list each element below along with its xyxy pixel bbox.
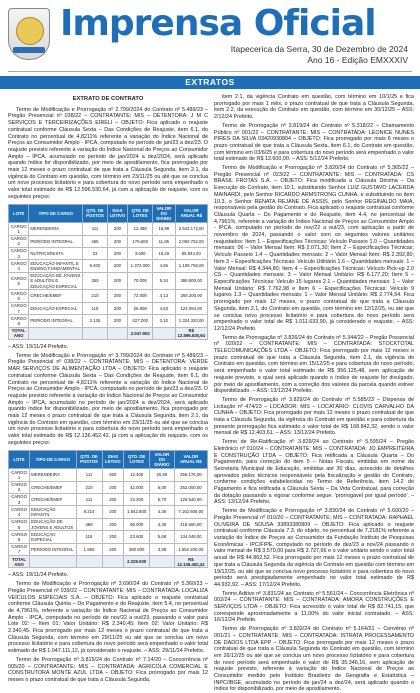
table-cell: 418.560,00 (174, 518, 207, 530)
table-row (9, 518, 208, 530)
table-cell: 386.800,00 (175, 272, 207, 290)
table-cell: 11,95 (153, 235, 176, 247)
extract-paragraph: Termo de Re-Ratificação nº 3.829/24 ao Contrato nº 5.595/24 – Pregão Eletrônico nº 010/24 – CONTRATANTE: MIS – CONTRATADA: JO EMPREITEIRA E CONSTRUÇÃO LTDA – OBJETO: Fica retificada a Cláusula Quarta – Do Pagamento, para correção do item 5 – Notas Fiscais, emitidas em nome da Secretaria Municipal de Educação, emitidas até 30 dias, acrescido de detalhes aprovados pelos técnicos responsáveis pela fiscalização e gestão do Contrato, conforme condições estabelecidas no Termo de Referência, item 14.2 do Pagamento e fica retificada a Cláusula Sexta – Da Vida Contratual, para correção da dotação passando a vigorar conforme segue: 'prorrogável por igual período'. – ASS: 13/12/24 Prefeito. (214, 439, 414, 506)
table-cell: 26.800 (128, 302, 153, 314)
table-cell: 1.552.200,00 (174, 543, 207, 555)
table-cell: 200 (102, 469, 124, 481)
table-row (9, 531, 208, 543)
table-row (9, 315, 208, 327)
section-band (0, 76, 420, 89)
table-cell: 200 (102, 531, 124, 543)
table-header-cell: TIPO DE CARGO (30, 450, 76, 469)
table-cell: CARGO 6 (9, 290, 29, 302)
table-header-cell: QTD. DE POSTOS (83, 204, 107, 223)
table-cell: 210 (83, 290, 107, 302)
extract-paragraph: Termo de Prorrogação nº 3.832/24 do Contrato nº 5.164/21 – Convênio nº 001/21 – CONTRATANTE: MIS – CONTRATADA: ISTRATA PROCESSAMENTO DE DADOS LTDA EPP – OBJETO: Fica prorrogado por mais 12 meses o prazo contratual de que trata a Cláusula Segunda do Contrato em questão, com término em 26/12/25 ou até que se conclua um novo processo licitatório e para cobertura do novo período será empenhado o valor de R$ 35.346,16, sem aplicação de reajuste previsto, referente à variação do Índice Nacional de Preços ao Consumidor medido pelo Instituto Brasileiro de Geografia e Estatística – INPC/IBGE, acumulado no período de jan/24 a dez/24, será aplicado quando o índice for disponibilizado, por meio de apostilamento. (214, 626, 414, 693)
extract-paragraph: Termo de Modificação e Prorrogação nº 3.820/24 do Contrato nº 5.365/22 – Pregão Presencial nº 023/22 – CONTRATANTE: MIS – CONTRATADA: CS BRASIL FROTAS S.A. – OBJETO: Fica modificada a Cláusula Décima – Da Execução do Contrato, item 10.1, substituindo Senhor LUIZ GUSTAVO LACERDA MAINARDI, pelo Senhor RICARDO ARMSTRONG CUNHA, e substituindo no item 10.3, o Senhor RENATA REJANE DE ASSIS, pelo Senhor REGINALDO MAIA, responsáveis pela gestão do Contrato. Fica aplicado o reajuste contratual conforme Cláusula Quarta – Do Pagamento e do Reajuste, item 4.4, no percentual de 4,7961%, referente a variação do Índice Nacional de Preços ao Consumidor Amplo - IPCA, computado no período de nov/22 a out/23, com aplicação a partir de novembro de 2024, passando o valor com os seguintes valores unitários reajustados: Item 1 – Especificações Técnicas: Veículo Passeio 1.0 – Quantidades mensais: 06 – Valor Mensal Item: R$ 2.071,30; Item 2 – Especificações Técnicas: Veículo Passeio 1.4 – Quantidades mensais: 2 – Valor Mensal Item: R$ 2.392,80; Item 3 – Especificações Técnicas: Veículo Utilitário 1.6 – Quantidades mensais: 1 – Valor Mensal: R$ 4.344,80; Item 4 – Especificações Técnicas: Veículo Pick-up 2.0 CS – Quantidades mensais: 3 – Valor Mensal Unitário: R$ 6.177,20; Item 5 – Especificações Técnicas: Veículo 15 lugares 2.1 – Quantidades mensais: 1 – Valor Mensal Unitário: R$ 7.762,98 e Item 6 – Especificações Técnicas: Veículo 9 lugares 1.3 – Quantidades mensais: 1 – Valor Mensal Unitário: R$ 2.774,54. Fica prorrogado por mais 12 meses, o prazo contratual de que trata a Cláusula Segunda, item 2.1, do Contrato em questão, com término em 12/12/25, ou até que se conclua novo processo licitatório e para cobertura do novo período será empenhado o valor total de R$ 1.011.633,90, já considerado o reajuste. – ASS: 12/12/24 Prefeito. (214, 165, 414, 332)
table-cell: 390.000 (124, 543, 150, 555)
table-cell: 465 (83, 235, 107, 247)
table-cell: 200 (102, 506, 124, 518)
table-cell: 124.084,00 (175, 302, 207, 314)
table-cell: 2.229.000 (124, 556, 150, 568)
table-row (9, 543, 208, 555)
extract-paragraph: item 2.1, da vigência Contrato em questão, com término em 10/1/25 e fica prorrogado por mais 1 mês, o prazo contratual de que trata a Cláusula Segunda, item 2.2, da execução do Contrato em questão, com término em 30/12/25 – ASS: 2/12/24 Prefeito. (214, 94, 414, 121)
table-cell: CARGO 3 (9, 493, 30, 505)
table-cell: TOTAL ANO (9, 327, 29, 339)
table-cell: 3,10 (153, 315, 176, 327)
table-cell: 200 (107, 315, 128, 327)
table-cell: CRECHE/EMEF (30, 481, 76, 493)
table-cell: MERENDEIRA (29, 223, 83, 235)
table-cell: CARGO 2 (9, 235, 29, 247)
table-cell (29, 327, 83, 339)
table-cell: 2.543.172,00 (175, 223, 207, 235)
table-cell: 111 (76, 469, 102, 481)
column-heading: EXTRATO DE CONTRATO (72, 96, 144, 102)
table-cell: 350 (83, 272, 107, 290)
table-cell: CARGO 7 (9, 543, 30, 555)
table-header-cell: LOTE (9, 204, 29, 223)
table-cell: 22.200 (124, 493, 150, 505)
table-header-cell: DIAS LETIVO (107, 204, 128, 223)
table-cell: 1.109.758,00 (175, 260, 207, 272)
table-cell: 200 (107, 302, 128, 314)
table-cell: 1.324.320,00 (175, 315, 207, 327)
signature-line: – ASS: 19/11/24 Prefeito. (8, 572, 69, 579)
table-row (9, 260, 208, 272)
table-cell: 3.600 (128, 247, 153, 259)
table-header-cell: VALOR ANUAL R$ (174, 450, 207, 469)
table-cell: 118 (76, 531, 102, 543)
prices-table-1 (8, 204, 208, 340)
table-header-cell: QTD. DE POSTOS (76, 450, 102, 469)
table-cell: 4,36 (150, 518, 175, 530)
table-cell: PERÍODO INTEGRAL (29, 235, 83, 247)
table-cell: 8.214 (76, 506, 102, 518)
table-cell: 126.540,00 (174, 493, 207, 505)
table-header-cell: VALOR ANUAL R$ (175, 204, 207, 223)
table-total-row (9, 556, 208, 568)
table-cell: 23 (83, 247, 107, 259)
table-cell: 5,70 (150, 493, 175, 505)
table-cell: 12.480 (128, 223, 153, 235)
table-cell: 176.600 (128, 235, 153, 247)
table-cell: MERENDEIRA (30, 469, 76, 481)
table-header-cell: DIAS LETIVO (102, 450, 124, 469)
table-cell: 250.200,00 (175, 290, 207, 302)
table-cell: EDUCAÇÃO INFANTIL (30, 506, 76, 518)
table-cell: CRECHE/EMEF (29, 290, 83, 302)
table-row (9, 481, 208, 493)
extract-paragraph: Termo de Modificação e Prorrogação nº 3.799/2024 do Contrato nº 5.489/23 – Pregão Presencial nº 038/22 – CONTRATANTE: MIS – DETENTORA: VERDE MAR SERVIÇOS DE ALIMENTAÇÃO LTDA – OBJETO: Fica aplicado o reajuste contratual conforme Cláusula Sexta – Das Condições de Reajuste, item 6.1, do Contrato no percentual de 4,8211% referente a variação do Índice Nacional de Preços ao Consumidor Amplo - IPCA, computado no período de jan/23 a dez/23. O reajuste previsto referente à variação do Índice Nacional de Preços ao Consumidor Amplo – IPCA, acumulado no período de jan/2024 a dez/2024, será aplicado quando índice for disponibilizado, por meio de apostilamento, fica prorrogado por mais 12 meses o prazo contratual de que trata a Cláusula Segunda, item 2.1, da vigência do Contrato em questão, com término em 23/11/25 ou até que se conclua um novo processo licitatório e para cobertura do novo período será empenhado o valor total estimado de R$ 12.136.452,42, já com a aplicação do reajuste, com os seguintes preços: (8, 352, 208, 446)
table-cell: TOTAL ANO (9, 556, 30, 568)
edition-number: Ano 16 - Edição EMXXXIV (307, 55, 408, 65)
table-cell (150, 556, 175, 568)
table-header-row (9, 204, 208, 223)
table-cell: 480 (76, 518, 102, 530)
city-crest-icon (8, 8, 50, 60)
table-cell: 42.000 (124, 481, 150, 493)
prices-table-2 (8, 450, 208, 569)
extract-paragraph: Termo Aditivo nº 3.831/24 ao Contrato nº 5.561/24 – Concorrência Eletrônica nº 002/24 – CONTRATANTE: MIS – CONTRATADA: AMORA CONSTRUÇÕES E SERVIÇOS LTDA – OBJETO: Fica acrescido o valor total de R$ 82.741,15, que corresponde aproximadamente a 11,00% do valor inicial contratado. – ASS: 16/12/24 Prefeito. (214, 590, 414, 624)
table-cell (76, 556, 102, 568)
table-cell: 16,99 (153, 223, 176, 235)
table-cell: 200 (107, 290, 128, 302)
table-cell: 2.136 (83, 315, 107, 327)
table-cell: CARGO 1 (9, 223, 29, 235)
table-cell (107, 327, 128, 339)
table-cell: 200 (107, 260, 128, 272)
table-cell: 6,00 (150, 481, 175, 493)
table-header-cell: VALOR DO DIÁRIO (150, 450, 175, 469)
table-cell: 70.000 (128, 272, 153, 290)
table-cell: PERÍODO INTEGRAL (29, 315, 83, 327)
table-header-row (9, 450, 208, 469)
table-cell: CARGO 5 (9, 272, 29, 290)
table-cell: 118 (83, 302, 107, 314)
table-cell: 134.048,00 (174, 531, 207, 543)
place-date: Itapecerica da Serra, 30 de Dezembro de 2024 (230, 44, 408, 54)
table-cell: 6.400 (83, 260, 107, 272)
table-row (9, 290, 208, 302)
table-cell: 5,68 (150, 531, 175, 543)
table-cell: 256.176,00 (174, 469, 207, 481)
table-cell: EDUCAÇÃO DE JOVENS E ADULTOS (30, 518, 76, 530)
table-row (9, 493, 208, 505)
section-title: EXTRATOS (185, 77, 235, 87)
table-row (9, 235, 208, 247)
table-cell: CARGO 2 (9, 481, 30, 493)
header-divider (8, 71, 412, 72)
table-header-cell: LOTE (9, 450, 30, 469)
left-column (8, 94, 208, 683)
table-cell: 23.600 (124, 531, 150, 543)
table-row (9, 302, 208, 314)
table-cell: PERÍODO INTEGRAL (30, 543, 76, 555)
table-cell: 210 (76, 481, 102, 493)
table-cell: 72.000 (128, 290, 153, 302)
table-row (9, 506, 208, 518)
table-header-cell: VALOR DO DIÁRIO (153, 204, 176, 223)
table-cell: 111 (76, 493, 102, 505)
table-cell: 96.000 (124, 518, 150, 530)
table-cell: 200 (102, 481, 124, 493)
table-cell: 200 (102, 543, 124, 555)
table-row (9, 272, 208, 290)
table-cell: CRECHE/EMEF (30, 493, 76, 505)
table-cell: 4,86 (153, 260, 176, 272)
extract-paragraph: Termo de Prorrogação nº 3.826/24 do Contrato nº 5.344/22 – Pregão Presencial nº 020/22 – CONTRATANTE: MIS – CONTRATADA: STOCKTOTAL TELECOMUNICAÇÕES LTDA – OBJETO: Fica prorrogado por mais 12 meses o prazo contratual de que trata a Cláusula Segunda, item 2.1, da vigência do Contrato em questão, com término em 15/12/25 e para cobertura do novo período, será empenhado o valor total estimado de R$ 956.125,48, sem aplicação de reajuste previsto, o qual será aplicado quando o índice de reajuste for divulgado, por meio de apostilamento, com a correção dos valores da parcela quando estiver disponibilizado. – ASS: 13/12/24 Prefeito. (214, 334, 414, 395)
table-cell: 1.642.800 (124, 506, 150, 518)
table-cell: 252.000,00 (174, 481, 207, 493)
table-cell: CARGO 8 (9, 315, 29, 327)
table-cell: 427.200 (128, 315, 153, 327)
table-header-cell: TIPO DE CARGO (29, 204, 83, 223)
page-title: Imprensa Oficial (60, 3, 376, 44)
table-cell: EDUCAÇÃO INFANTIL E ENSINO FUNDAMENTAL (29, 260, 83, 272)
masthead (0, 0, 420, 76)
table-cell: 2.092.752,00 (175, 235, 207, 247)
table-cell: 111 (83, 223, 107, 235)
table-row (9, 469, 208, 481)
table-cell: CARGO 3 (9, 247, 29, 259)
table-cell: 65.844,00 (175, 247, 207, 259)
table-cell: 1.950 (76, 543, 102, 555)
table-cell: CARGO 6 (9, 531, 30, 543)
table-cell: 18,29 (153, 247, 176, 259)
table-cell: 4,36 (150, 506, 175, 518)
table-cell: 5,34 (153, 272, 176, 290)
table-cell: 200 (102, 518, 124, 530)
table-cell: CARGO 7 (9, 302, 29, 314)
table-header-cell: QTD. DE LOTES (124, 450, 150, 469)
table-cell: 3,98 (150, 543, 175, 555)
table-cell: 2.047.902 (128, 327, 153, 339)
extract-paragraph: Termo de Prorrogação nº 3.829/24 do Contrato nº 5.585/23 – Dispensa de Licitação nº 474/23 – LOCADOR: MIS – LOCATÁRIO: CLOVIS CARVALHO DA CUNHA – OBJETO: Fica prorrogado por mais 12 meses o prazo contratual de que trata a Cláusula Segunda, da vigência do Contrato em questão e para cobertura da presente prorrogação fica estimado o valor total de R$ 168.842,32, sendo o valor mensal de R$ 12.403,61. – ASS: 13/12/24 Prefeito. (214, 396, 414, 437)
table-total-row (9, 327, 208, 339)
table-cell: 7.162.608,00 (174, 506, 207, 518)
table-cell: 4,63 (153, 302, 176, 314)
table-cell: EDUCAÇÃO ESPECIAL (30, 531, 76, 543)
extract-paragraph: Termo de Prorrogação nº 3.815/24 do Contrato nº 7.14/20 – Concorrência nº 005/20 – CONTRATANTE: MIS – CONTRATADA: AGRICOLA COMERCIAL E CONSTRUTORA MONTE AZUL LTDA – OBJETO: Fica prorrogado por mais 12 meses o prazo contratual de que trata a Cláusula Segunda, (8, 656, 208, 683)
signature-line: – ASS: 19/11/24 Prefeito. (8, 344, 69, 351)
extract-paragraph: Termo de Modificação e Prorrogação nº 3.830/24 do Contrato nº 5.600/20 – Pregão Presencial nº 010/20 – CONTRATANTE: MIS – CONTRATADA: RAPHAEL OLIVEIRA DE SOUSA 33893380809 – OBJETO: Fica aplicado o reajuste contratual conforme Cláusula 7.3, do objeto, no percentual de 7,2181% referente a variação do Índice de Preços ao Consumidor da Fundação Instituto de Pesquisas Econômicas - IPC/FIPE, computado no período de dez/23 a nov/24 passando o valor mensal de R$ 3.570,00 para R$ 3.727,66 e o valor unitário sendo o valor total anual de R$ 44.862,52. Fica prorrogado por mais 12 meses o prazo contratual de que trata a Cláusula Segunda da vigência do Contrato em questão com término em 19/12/25, ou até que se conclua novo processo licitatório e para cobertura do novo período será prestigiadamente empenhado no valor total estimado de R$ 44.932,92. – ASS: 17/12/24 Prefeito. (214, 508, 414, 588)
table-cell: 200 (107, 247, 128, 259)
table-cell: R$ 12.596.530,64 (175, 327, 207, 339)
table-cell: EDUCAÇÃO ESPECIAL (29, 302, 83, 314)
table-header-cell: QTD. DE LOTES (128, 204, 153, 223)
extract-paragraph: Termo de Prorrogação nº 3.819/24 do Contrato nº 5.318/22 – Chamamento Público nº 001/22 – CONTRATANTE: MIS – CONTRATADA: LEONICE NUNES PIRES DA SILVA 03420930804 – OBJETO: Fica prorrogado por mais 6 meses o prazo contratual de que trata a Cláusula Sexta, item 6.1, do Contrato em questão, com término em 03/6/25 e para cobertura do novo período será empenhado o valor total estimado de R$ 12.600,00. – ASS: 5/12/24 Prefeito. (214, 122, 414, 163)
table-cell: 4,13 (153, 290, 176, 302)
table-cell: 200 (102, 493, 124, 505)
table-cell: NUTRICIONISTA (29, 247, 83, 259)
table-row (9, 223, 208, 235)
table-cell: R$ 12.136.452,42 (174, 556, 207, 568)
table-row (9, 247, 208, 259)
table-cell (102, 556, 124, 568)
masthead-subline (231, 44, 408, 66)
table-cell: EDUCAÇÃO DE JOVENS E ADULTOS E EDUCAÇÃO ESPECIAL (29, 272, 83, 290)
table-cell (83, 327, 107, 339)
table-cell: 200 (107, 272, 128, 290)
table-cell: 20,59 (150, 469, 175, 481)
table-cell (30, 556, 76, 568)
table-cell: CARGO 1 (9, 469, 30, 481)
table-cell: CARGO 4 (9, 506, 30, 518)
table-cell: 12.400 (124, 469, 150, 481)
table-cell (153, 327, 176, 339)
table-cell: CARGO 4 (9, 260, 29, 272)
extract-paragraph: Termo de Modificação e Prorrogação nº 2.799/2024 do Contrato nº 5.489/23 – Pregão Presencial nº 038/22 – CONTRATANTE: MIS – DETENTORA: J M C SERVIÇOS E TERCEIRIZAÇÕES EIRELI – OBJETO: Fica aplicado o reajuste contratual conforme Cláusula Sexta – Das Condições de Reajuste, item 6.1, do Contrato no percentual de 4,8211% referente a variação do Índice Nacional de Preços ao Consumidor Amplo - IPCA, computado no período de jan/23 a dez/23. O reajuste previsto referente à variação do Índice Nacional de Preços ao Consumidor Amplo – IPCA, acumulado no período de jan/2024 a dez/2024, será aplicado quando índice for disponibilizado, por meio de apostilamento, fica prorrogado por mais 12 meses o prazo contratual de que trata a Cláusula Segunda, item 2.1, da vigência do Contrato em questão, com término em 23/11/25 ou até que se conclua um novo processo licitatório e para cobertura do novo período será empenhado o valor total estimado de R$ 12.596.530,64, já com a aplicação do reajuste, com os seguintes preços: (8, 106, 208, 200)
table-cell: 1.372.000 (128, 260, 153, 272)
table-cell: CARGO 5 (9, 518, 30, 530)
table-cell: 200 (107, 223, 128, 235)
table-cell: 200 (107, 235, 128, 247)
extract-paragraph: Termo de Modificação e Prorrogação nº 3.690/24 do Contrato nº 5.360/23 – Pregão Presencial nº 039/22 – CONTRATANTE: MIS – CONTRATADA: LOCALIZA VEÍCULOS ESPECIAIS S.A. – OBJETO: Fica aplicado o reajuste contratual conforme Cláusula Quinta – Do Pagamento e do Reajuste, item 5.4, no percentual de 4,7961%, referente a variação do Índice Nacional de Preços ao Consumidor Amplo - IPCA, computado no período de nov/22 a out/23, passando o valor para Lote 02: – Item 01: Valor Unitário: R$ 2.340,45; Item 02: Valor Unitário: R$ 2.340,45. Fica prorrogado por mais 12 meses o prazo contratual de que trata a Cláusula Segunda, com término em 29/11/25 ou até que se conclua um novo processo licitatório e para cobertura do novo período será empenhado o valor total estimado de R$ 1.047.111,12, já considerado o reajuste. – ASS: 29/11/24 Prefeito. (8, 581, 208, 655)
right-column (214, 94, 414, 693)
